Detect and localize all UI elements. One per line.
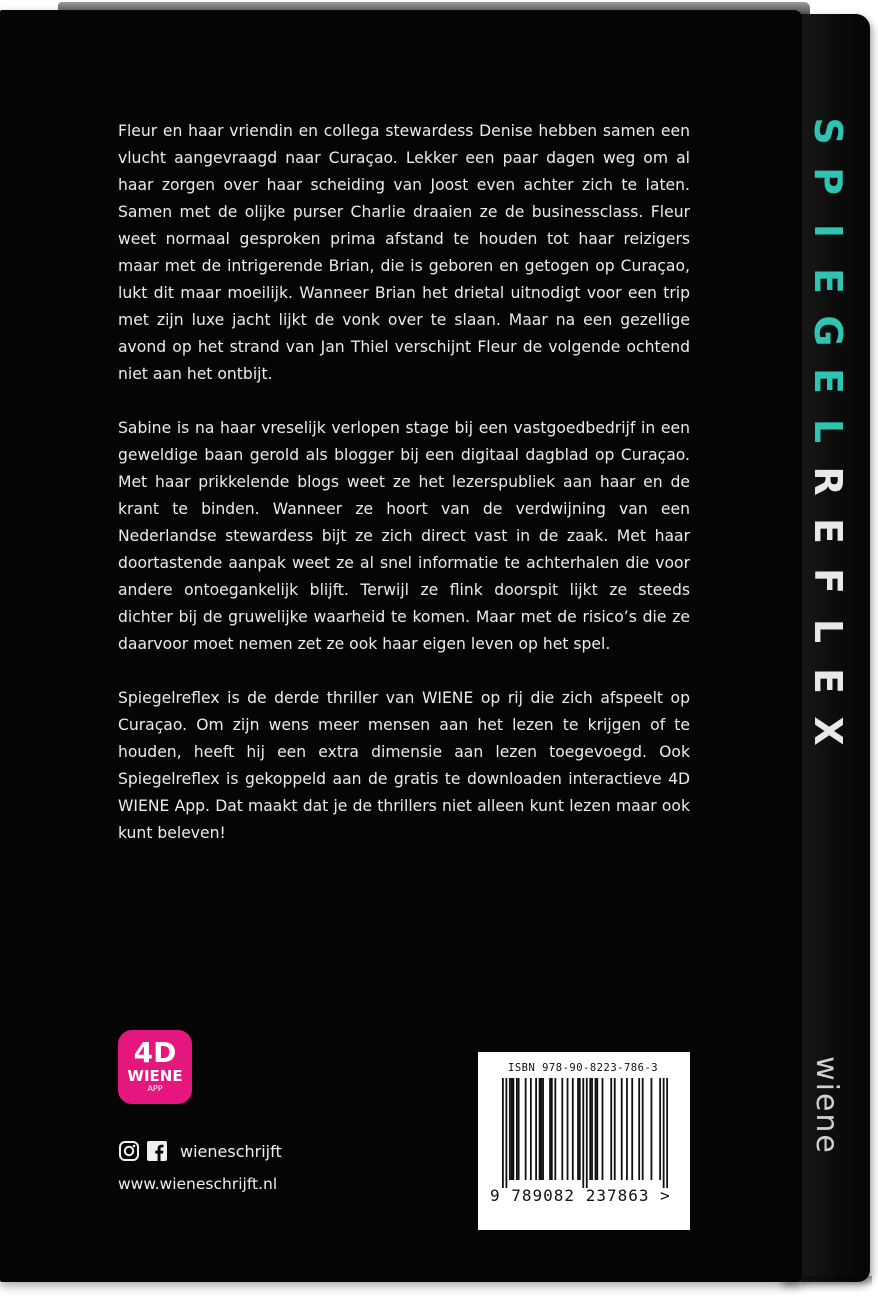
spine-title-letter: S bbox=[806, 117, 850, 145]
spine-title-letter: F bbox=[806, 568, 850, 594]
barcode-bar bbox=[638, 1078, 640, 1180]
blurb-paragraph: Spiegelreflex is de derde thriller van WIENE op rij die zich afspeelt op Curaçao. Om zijn wens meer mensen aan het lezen te krijgen of te houden, heeft hij een extra dimensie aan lezen toegevoegd. Ook Spiegelreflex is gekoppeld aan de gratis te downloaden interactieve 4D WIENE App. Dat maakt dat je de thrillers niet alleen kunt lezen maar ook kunt beleven! bbox=[118, 689, 690, 842]
social-handle: wieneschrijft bbox=[180, 1141, 282, 1161]
back-cover-blurb bbox=[118, 118, 690, 874]
barcode-bar bbox=[591, 1078, 593, 1180]
spine-title-letter: E bbox=[806, 368, 850, 394]
instagram-icon bbox=[118, 1140, 140, 1162]
spine-title-letter: R bbox=[806, 466, 850, 496]
barcode-bar bbox=[509, 1078, 511, 1180]
barcode-bar bbox=[549, 1078, 551, 1180]
barcode-bar bbox=[502, 1078, 504, 1188]
barcode-bar bbox=[518, 1078, 520, 1180]
barcode-bar bbox=[596, 1078, 598, 1180]
barcode-bar bbox=[666, 1078, 668, 1188]
barcode-bar bbox=[610, 1078, 612, 1180]
blurb-paragraph: Sabine is na haar vreselijk verlopen stage bij een vastgoedbedrijf in een geweldige baan gerold als blogger bij een digitaal dagblad op Curaçao. Met haar prikkelende blogs weet ze het lezerspubliek aan haar en de krant te binden. Wanneer ze hoort van de verdwijning van een Nederlandse stewardess bijt ze zich direct vast in de zaak. Met haar doortastende aanpak weet ze al snel informatie te achterhalen die voor andere ontoegankelijk blijft. Terwijl ze flink doorspit lijkt ze steeds dichter bij de gruwelijke waarheid te komen. Maar met de risico’s die ze daarvoor moet nemen zet ze ook haar eigen leven op het spel. bbox=[118, 419, 690, 653]
barcode-bar bbox=[542, 1078, 544, 1180]
barcode-bar bbox=[621, 1078, 623, 1180]
barcode-bar bbox=[572, 1078, 574, 1180]
spine-title-letter: E bbox=[806, 268, 850, 294]
spine-title-letter: L bbox=[806, 418, 850, 444]
app-badge-wiene: WIENE bbox=[127, 1067, 183, 1085]
spine-title-letter: G bbox=[806, 315, 850, 347]
spine-title-letter: E bbox=[806, 668, 850, 694]
facebook-icon bbox=[146, 1140, 168, 1162]
ean-digits: 9 789082 237863 > bbox=[490, 1186, 671, 1205]
spine-title-letter: X bbox=[806, 716, 850, 746]
barcode-bar bbox=[525, 1078, 527, 1180]
barcode-bar bbox=[631, 1078, 633, 1180]
blurb-paragraph: Fleur en haar vriendin en collega stewardess Denise hebben samen een vlucht aangevraagd naar Curaçao. Lekker een paar dagen weg om al haar zorgen over haar scheiding van Joost even achter zich te laten. Samen met de olijke purser Charlie draaien ze de businessclass. Fleur weet normaal gesproken prima afstand te houden tot haar reizigers maar met de intrigerende Brian, die is geboren en getogen op Curaçao, lukt dit maar moeilijk. Wanneer Brian het drietal uitnodigt voor een trip met zijn luxe jacht lijkt de vonk over te slaan. Maar na een gezellige avond op het strand van Jan Thiel verschijnt Fleur de volgende ochtend niet aan het ontbijt. bbox=[118, 122, 690, 383]
barcode-bar bbox=[540, 1078, 542, 1180]
spine-publisher bbox=[796, 1030, 856, 1180]
spine-publisher-text: wiene bbox=[808, 1055, 844, 1155]
barcode-bar bbox=[516, 1078, 518, 1180]
spine-title bbox=[802, 106, 854, 746]
isbn-barcode bbox=[478, 1052, 690, 1230]
barcode-bar bbox=[577, 1078, 579, 1180]
barcode-bar bbox=[663, 1078, 665, 1188]
barcode-bar bbox=[551, 1078, 553, 1180]
barcode-bar bbox=[530, 1078, 532, 1180]
spine-title-letter: E bbox=[806, 518, 850, 544]
barcode-bar bbox=[589, 1078, 591, 1180]
barcode-bar bbox=[512, 1078, 514, 1180]
barcode-bar bbox=[535, 1078, 537, 1180]
app-badge-4d: 4D bbox=[133, 1036, 177, 1069]
spine-title-letter: P bbox=[806, 167, 850, 195]
spine-shadow bbox=[802, 1276, 872, 1286]
barcode-bar bbox=[659, 1078, 661, 1180]
barcode-bar bbox=[539, 1078, 541, 1180]
barcode-bar bbox=[586, 1078, 588, 1188]
barcode-bar bbox=[602, 1078, 604, 1180]
barcode-bar bbox=[505, 1078, 507, 1188]
barcode-bar bbox=[614, 1078, 616, 1180]
barcode-bar bbox=[554, 1078, 556, 1180]
barcode-bar bbox=[511, 1078, 513, 1180]
barcode-bar bbox=[626, 1078, 628, 1180]
website-url: www.wieneschrijft.nl bbox=[118, 1175, 278, 1193]
app-badge-app: APP bbox=[147, 1084, 163, 1093]
social-handles bbox=[118, 1138, 282, 1164]
barcode-bar bbox=[595, 1078, 597, 1180]
barcode-bar bbox=[582, 1078, 584, 1188]
isbn-label: ISBN 978-90-8223-786-3 bbox=[508, 1062, 659, 1074]
barcode-bar bbox=[567, 1078, 569, 1180]
barcode-bars bbox=[502, 1078, 668, 1188]
barcode-bar bbox=[579, 1078, 581, 1180]
barcode-bar bbox=[642, 1078, 644, 1180]
spine-title-letter: L bbox=[806, 618, 850, 644]
barcode-bar bbox=[561, 1078, 563, 1180]
4d-wiene-app-badge bbox=[118, 1030, 192, 1104]
barcode-bar bbox=[651, 1078, 653, 1180]
spine-title-letter: I bbox=[806, 223, 850, 239]
